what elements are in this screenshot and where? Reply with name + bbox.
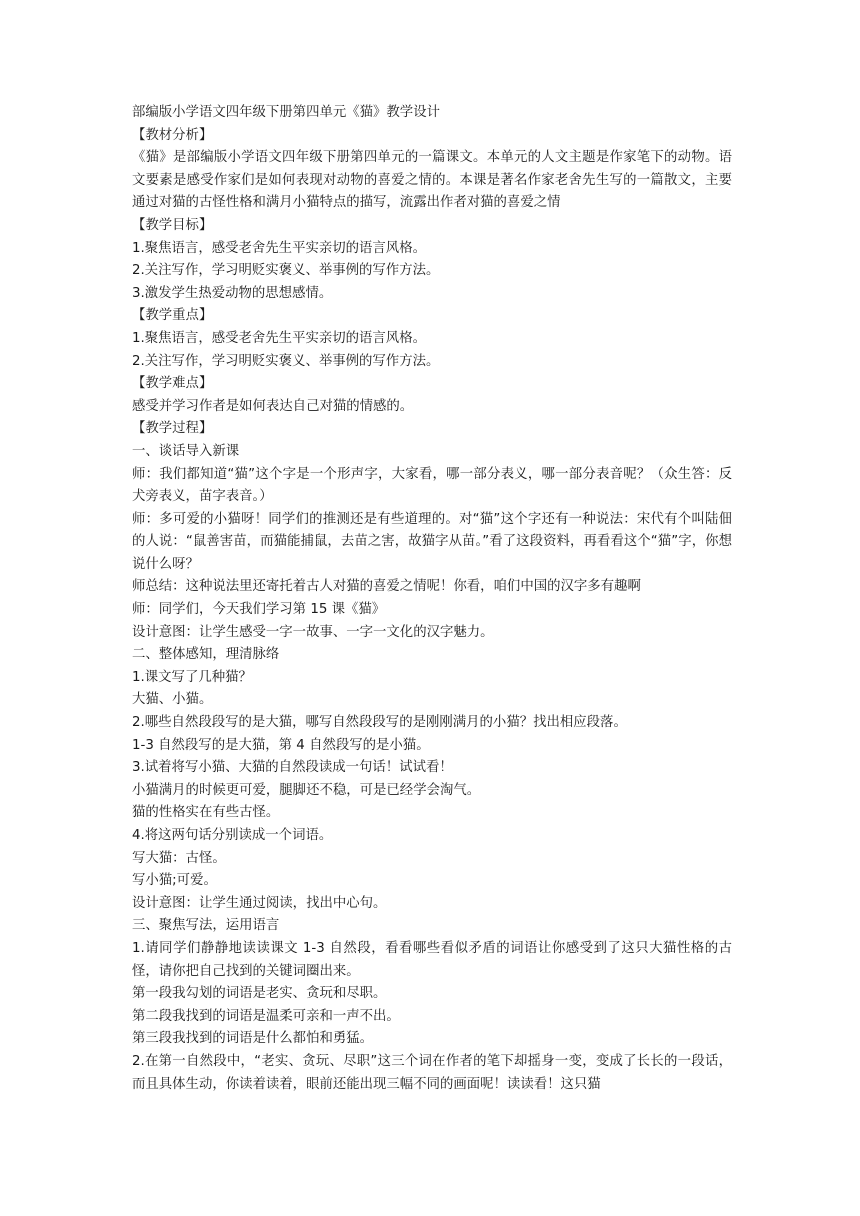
text-line: 2.哪些自然段段写的是大猫，哪写自然段段写的是刚刚满月的小猫？找出相应段落。	[132, 715, 627, 731]
text-line: 1.聚焦语言，感受老舍先生平实亲切的语言风格。	[132, 240, 426, 256]
text-line: 4.将这两句话分别读成一个词语。	[132, 828, 333, 843]
text-line: 师：同学们，今天我们学习第 15 课《猫》	[132, 602, 386, 618]
text-line: 1.课文写了几种猫？	[132, 669, 252, 685]
text-line: 小猫满月的时候更可爱，腿脚还不稳，可是已经学会淘气。	[132, 782, 481, 798]
text-line: 第三段我找到的词语是什么都怕和勇猛。	[132, 1031, 374, 1047]
text-line: 2.关注写作，学习明贬实褒义、举事例的写作方法。	[132, 263, 440, 279]
text-line: 设计意图：让学生感受一字一故事、一字一文化的汉字魅力。	[132, 624, 494, 640]
text-line: 3.激发学生热爱动物的思想感情。	[132, 285, 333, 301]
paragraph: 1.请同学们静静地读读课文 1-3 自然段，看看哪些看似矛盾的词语让你感受到了这只大猫性格的古怪，请你把自己找到的关键词圈出来。	[132, 940, 732, 979]
text-line: 【教学目标】	[132, 217, 213, 233]
text-line: 一、谈话导入新课	[132, 443, 240, 459]
text-line: 1-3 自然段写的是大猫，第 4 自然段写的是小猫。	[132, 737, 430, 753]
document-title: 部编版小学语文四年级下册第四单元《猫》教学设计	[132, 105, 440, 120]
text-line: 第二段我找到的词语是温柔可亲和一声不出。	[132, 1008, 400, 1024]
text-line: 感受并学习作者是如何表达自己对猫的情感的。	[132, 398, 414, 414]
text-line: 【教学重点】	[132, 308, 213, 324]
text-line: 【教学过程】	[132, 421, 213, 437]
paragraph: 师：多可爱的小猫呀！同学们的推测还是有些道理的。对“猫”这个字还有一种说法：宋代有个叫陆佃的人说：“鼠善害苗，而猫能捕鼠，去苗之害，故猫字从苗。”看了这段资料，再看看这个“猫”字，你想说什么呀？	[132, 511, 732, 572]
paragraph: 师：我们都知道“猫”这个字是一个形声字，大家看，哪一部分表义，哪一部分表音呢？（众生答：反犬旁表义，苗字表音。）	[132, 466, 732, 505]
text-line: 师总结：这种说法里还寄托着古人对猫的喜爱之情呢！你看，咱们中国的汉字多有趣啊	[132, 579, 641, 595]
text-line: 写大猫：古怪。	[132, 850, 226, 866]
text-line: 【教材分析】	[132, 127, 213, 143]
text-line: 二、整体感知，理清脉络	[132, 647, 280, 663]
text-line: 猫的性格实在有些古怪。	[132, 805, 280, 821]
text-line: 2.关注写作，学习明贬实褒义、举事例的写作方法。	[132, 353, 440, 369]
document-sections	[132, 125, 732, 1097]
text-line: 大猫、小猫。	[132, 692, 213, 708]
document-body	[132, 102, 732, 1096]
text-line: 设计意图：让学生通过阅读，找出中心句。	[132, 895, 387, 911]
text-line: 3.试着将写小猫、大猫的自然段读成一句话！试试看！	[132, 760, 453, 776]
text-line: 第一段我勾划的词语是老实、贪玩和尽职。	[132, 986, 387, 1002]
text-line: 写小猫;可爱。	[132, 873, 217, 889]
text-line: 三、聚焦写法，运用语言	[132, 918, 280, 934]
paragraph: 《猫》是部编版小学语文四年级下册第四单元的一篇课文。本单元的人文主题是作家笔下的动物。语文要素是感受作家们是如何表现对动物的喜爱之情的。本课是著名作家老舍先生写的一篇散文，主要通过对猫的古怪性格和满月小猫特点的描写，流露出作者对猫的喜爱之情	[132, 150, 732, 211]
text-line: 1.聚焦语言，感受老舍先生平实亲切的语言风格。	[132, 330, 426, 346]
text-line: 【教学难点】	[132, 376, 213, 392]
paragraph: 2.在第一自然段中，“老实、贪玩、尽职”这三个词在作者的笔下却摇身一变，变成了长长的一段话，而且具体生动，你读着读着，眼前还能出现三幅不同的画面呢！读读看！这只猫	[132, 1053, 732, 1092]
